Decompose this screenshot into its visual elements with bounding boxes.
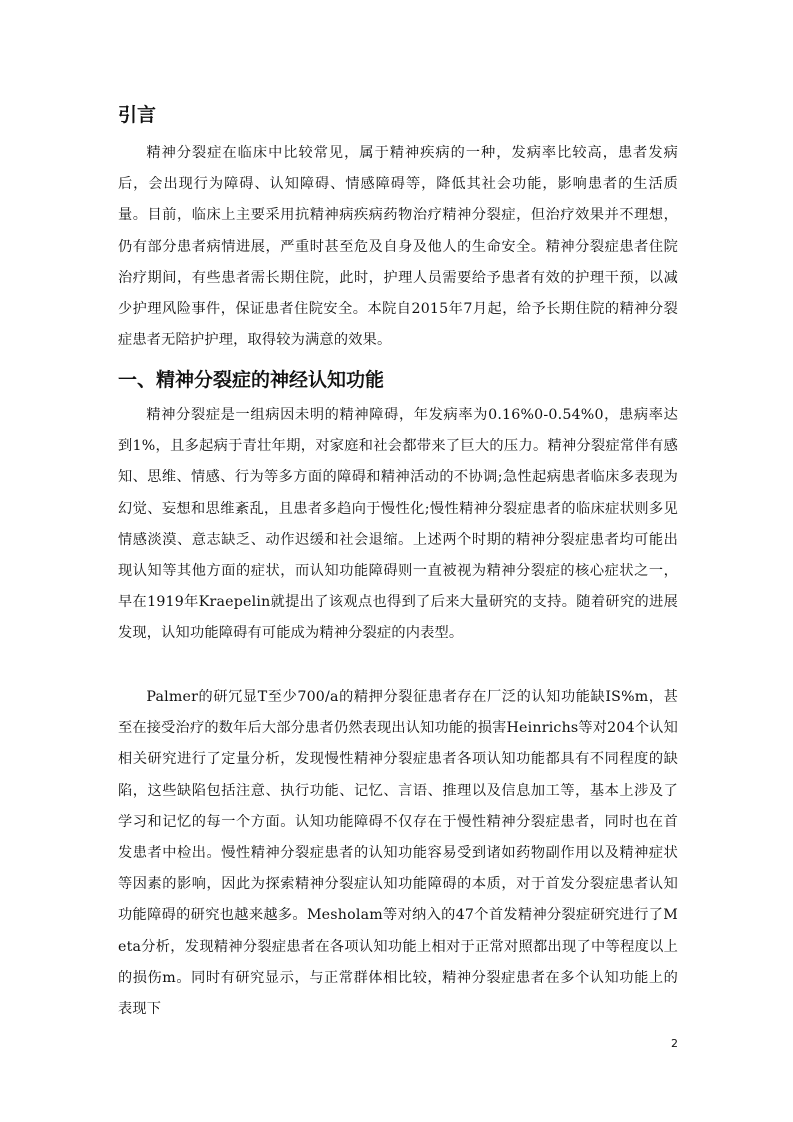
section1-paragraph-1: 精神分裂症是一组病因未明的精神障碍，年发病率为0.16%0-0.54%0，患病率达到1%，且多起病于青壮年期，对家庭和社会都带来了巨大的压力。精神分裂症常伴有感知、思维、情感、行为等多方面的障碍和精神活动的不协调;急性起病患者临床多表现为幻觉、妄想和思维紊乱，且患者多趋向于慢性化;慢性精神分裂症患者的临床症状则多见情感淡漠、意志缺乏、动作迟缓和社会退缩。上述两个时期的精神分裂症患者均可能出现认知等其他方面的症状，而认知功能障碍则一直被视为精神分裂症的核心症状之一，早在1919年Kraepelin就提出了该观点也得到了后来大量研究的支持。随着研究的进展发现，认知功能障碍有可能成为精神分裂症的内表型。 (118, 407, 678, 642)
section1-heading: 一、精神分裂症的神经认知功能 (118, 369, 385, 391)
page-number: 2 (671, 1037, 678, 1050)
intro-paragraph: 精神分裂症在临床中比较常见，属于精神疾病的一种，发病率比较高，患者发病后，会出现行为障碍、认知障碍、情感障碍等，降低其社会功能，影响患者的生活质量。目前，临床上主要采用抗精神病疾病药物治疗精神分裂症，但治疗效果并不理想，仍有部分患者病情进展，严重时甚至危及自身及他人的生命安全。精神分裂症患者住院治疗期间，有些患者需长期住院，此时，护理人员需要给予患者有效的护理干预，以减少护理风险事件，保证患者住院安全。本院自2015年7月起，给予长期住院的精神分裂症患者无陪护护理，取得较为满意的效果。 (118, 145, 678, 349)
intro-heading: 引言 (118, 104, 157, 126)
section1-paragraph-2: Palmer的研冗显T至少700/a的精押分裂征患者存在厂泛的认知功能缺IS%m，甚至在接受治疗的数年后大部分患者仍然表现出认知功能的损害Heinrichs等对204个认知相关研究进行了定量分析，发现慢性精神分裂症患者各项认知功能都具有不同程度的缺陷，这些缺陷包括注意、执行功能、记忆、言语、推理以及信息加工等，基本上涉及了学习和记忆的每一个方面。认知功能障碍不仅存在于慢性精神分裂症患者，同时也在首发患者中检出。慢性精神分裂症患者的认知功能容易受到诸如药物副作用以及精神症状等因素的影响，因此为探索精神分裂症认知功能障碍的本质，对于首发分裂症患者认知功能障碍的研究也越来越多。Mesholam等对纳入的47个首发精神分裂症研究进行了M eta分析，发现精神分裂症患者在各项认知功能上相对于正常对照都出现了中等程度以上的损伤m。同时有研究显示，与正常群体相比较，精神分裂症患者在多个认知功能上的表现下 (118, 689, 679, 1018)
